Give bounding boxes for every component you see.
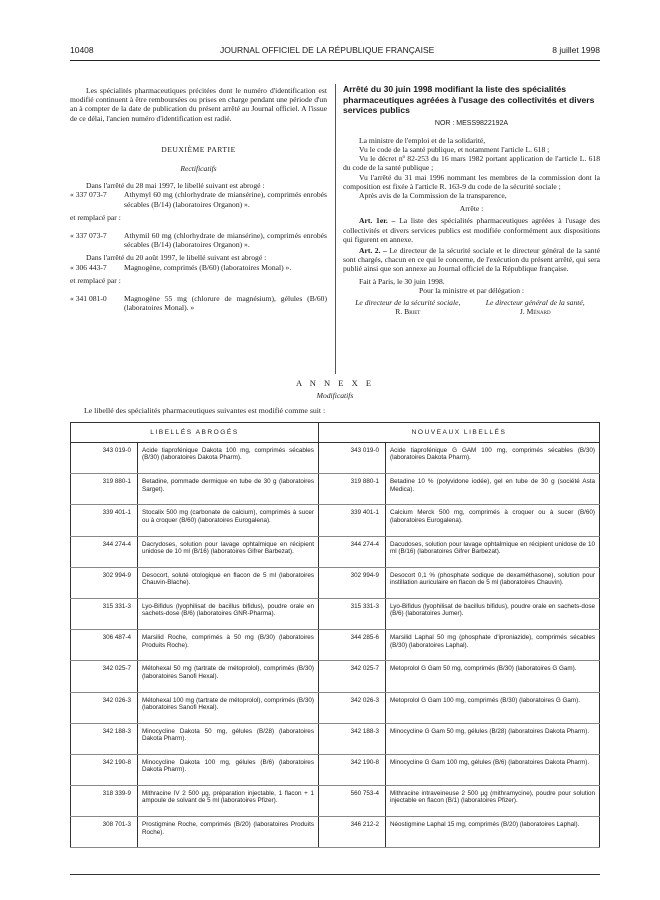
new-label-cell: Metoprolol G Gam 50 mg, comprimés (B/30) (laboratoires G Gam). bbox=[385, 661, 599, 692]
page-number: 10408 bbox=[70, 45, 94, 55]
paragraph: Dans l'arrêté du 20 août 1997, le libellé suivant est abrogé : bbox=[86, 253, 267, 263]
new-code-cell: 342 190-8 bbox=[318, 754, 385, 785]
article-2: Art. 2. – Le directeur de la sécurité sociale et le directeur général de la santé sont chargés, chacun en ce qui le concerne, de l'exécution du présent arrêté, qui sera publié ainsi que son annexe au Journal officiel de la République française. bbox=[343, 245, 601, 274]
table-row bbox=[71, 505, 600, 536]
table-bottom-rule bbox=[70, 874, 600, 875]
nor-reference: NOR : MESS9822192A bbox=[434, 119, 509, 127]
old-label-cell: Métohexal 50 mg (tartrate de métoprolol), comprimés (B/30) (laboratoires Sanofi Hexal). bbox=[138, 661, 319, 692]
new-code-cell: 346 212-2 bbox=[318, 817, 385, 848]
old-label-cell: Stocalix 500 mg (carbonate de calcium), comprimés à sucer ou à croquer (B/60) (laboratoires Eurogalena). bbox=[138, 505, 319, 536]
table-row bbox=[71, 754, 600, 785]
paragraph: et remplacé par : bbox=[70, 212, 121, 222]
paragraph: Dans l'arrêté du 28 mai 1997, le libellé suivant est abrogé : bbox=[86, 181, 265, 191]
old-code-cell: 302 994-9 bbox=[71, 567, 138, 598]
old-label-cell: Marsilid Roche, comprimés à 50 mg (B/30) (laboratoires Produits Roche). bbox=[138, 630, 319, 661]
column-header-new: NOUVEAUX LIBELLÉS bbox=[318, 423, 599, 443]
record-entry: « 337 073-7 Athymyl 60 mg (chlorhydrate de miansérine), comprimés enrobés sécables (B/14) (laboratoires Organon) ». bbox=[70, 190, 327, 209]
old-code-cell: 319 880-1 bbox=[71, 474, 138, 505]
new-code-cell: 344 285-6 bbox=[318, 630, 385, 661]
paragraph: Vu le code de la santé publique, et notamment l'article L. 618 ; bbox=[359, 144, 550, 154]
new-code-cell: 342 188-3 bbox=[318, 723, 385, 754]
signature-block: Le directeur général de la santé, J. Ménard bbox=[485, 297, 585, 317]
part-heading: DEUXIÈME PARTIE bbox=[161, 144, 236, 154]
old-code-cell: 342 026-3 bbox=[71, 692, 138, 723]
new-code-cell: 315 331-3 bbox=[318, 598, 385, 629]
old-label-cell: Minocycline Dakota 100 mg, gélules (B/6) (laboratoires Dakota Pharm). bbox=[138, 754, 319, 785]
old-label-cell: Desocort, soluté otologique en flacon de 5 ml (laboratoires Chauvin-Blache). bbox=[138, 567, 319, 598]
new-label-cell: Lyo-Bifidus (lyophilisat de bacillus bifidus), poudre orale en sachets-dose (B/6) (laboratoires Jumer). bbox=[385, 598, 599, 629]
old-code-cell: 308 701-3 bbox=[71, 817, 138, 848]
table-row bbox=[71, 443, 600, 474]
old-code-cell: 339 401-1 bbox=[71, 505, 138, 536]
old-label-cell: Prostigmine Roche, comprimés (B/20) (laboratoires Produits Roche). bbox=[138, 817, 319, 848]
new-label-cell: Néostigmine Laphal 15 mg, comprimés (B/20) (laboratoires Laphal). bbox=[385, 817, 599, 848]
modifications-table bbox=[70, 422, 600, 848]
table-row bbox=[71, 630, 600, 661]
new-label-cell: Dacudoses, solution pour lavage ophtalmique en récipient unidose de 10 ml (B/16) (laboratoires Gifrer Barbezat). bbox=[385, 536, 599, 567]
old-code-cell: 342 190-8 bbox=[71, 754, 138, 785]
arrete-label: Arrête : bbox=[459, 204, 484, 214]
new-label-cell: Marsilid Laphal 50 mg (phosphate d'iproniazide), comprimés sécables (B/30) (laboratoires Laphal). bbox=[385, 630, 599, 661]
table-row bbox=[71, 692, 600, 723]
signature-date: Fait à Paris, le 30 juin 1998. bbox=[359, 276, 445, 286]
table-row bbox=[71, 567, 600, 598]
paragraph: Vu le décret nº 82-253 du 16 mars 1982 portant application de l'article L. 618 du code de la santé publique ; bbox=[343, 154, 600, 173]
old-code-cell: 306 487-4 bbox=[71, 630, 138, 661]
delegation-line: Pour la ministre et par délégation : bbox=[418, 285, 525, 295]
header-rule bbox=[70, 60, 600, 61]
old-code-cell: 344 274-4 bbox=[71, 536, 138, 567]
new-code-cell: 302 994-9 bbox=[318, 567, 385, 598]
issue-date: 8 juillet 1998 bbox=[552, 45, 600, 55]
table-row bbox=[71, 536, 600, 567]
old-label-cell: Métohexal 100 mg (tartrate de métoprolol), comprimés (B/30) (laboratoires Sanofi Hexal). bbox=[138, 692, 319, 723]
old-code-cell: 342 188-3 bbox=[71, 723, 138, 754]
rectificatifs-heading: Rectificatifs bbox=[180, 164, 217, 174]
new-code-cell: 342 026-3 bbox=[318, 692, 385, 723]
new-label-cell: Acide tiaprofénique G GAM 100 mg, comprimés sécables (B/30) (laboratoires Dakota Pharm). bbox=[385, 443, 599, 474]
paragraph: Après avis de la Commission de la transparence, bbox=[359, 190, 507, 200]
annexe-title: A N N E X E bbox=[295, 378, 375, 388]
new-code-cell: 339 401-1 bbox=[318, 505, 385, 536]
new-label-cell: Metoprolol G Gam 100 mg, comprimés (B/30) (laboratoires G Gam). bbox=[385, 692, 599, 723]
old-label-cell: Dacrydoses, solution pour lavage ophtalmique en récipient unidose de 10 ml (B/16) (laboratoires Gifrer Barbezat). bbox=[138, 536, 319, 567]
new-code-cell: 343 019-0 bbox=[318, 443, 385, 474]
intro-paragraph: Les spécialités pharmaceutiques précitées dont le numéro d'identification est modifié continuent à être remboursées ou prises en charge pendant une période d'un an à compter de la date de publication du présent arrêté au Journal officiel. A l'issue de ce délai, l'ancien numéro d'identification est radié. bbox=[70, 86, 327, 123]
new-label-cell: Betadine 10 % (polyvidone iodée), gel en tube de 30 g (société Asta Medica). bbox=[385, 474, 599, 505]
new-label-cell: Mithracine intraveineuse 2 500 µg (mithramycine), poudre pour solution injectable en flacon (B/1) (laboratoires Pfizer). bbox=[385, 786, 599, 817]
new-code-cell: 344 274-4 bbox=[318, 536, 385, 567]
article-1: Art. 1er. – La liste des spécialités pharmaceutiques agréées à l'usage des collectivités et divers services publics est modifiée conformément aux dispositions qui figurent en annexe. bbox=[343, 216, 600, 244]
annexe-intro: Le libellé des spécialités pharmaceutiques suivantes est modifié comme suit : bbox=[84, 406, 326, 415]
old-label-cell: Minocycline Dakota 50 mg, gélules (B/28) (laboratoires Dakota Pharm). bbox=[138, 723, 319, 754]
old-label-cell: Mithracine IV 2 500 µg, préparation injectable, 1 flacon + 1 ampoule de solvant de 5 ml (laboratoires Pfizer). bbox=[138, 786, 319, 817]
table-row bbox=[71, 661, 600, 692]
old-code-cell: 343 019-0 bbox=[71, 443, 138, 474]
table-row bbox=[71, 786, 600, 817]
decree-title: Arrêté du 30 juin 1998 modifiant la liste des spécialités pharmaceutiques agréées à l'usage des collectivités et divers services publics bbox=[343, 84, 595, 115]
paragraph: La ministre de l'emploi et de la solidarité, bbox=[359, 135, 486, 145]
old-code-cell: 315 331-3 bbox=[71, 598, 138, 629]
old-code-cell: 318 339-9 bbox=[71, 786, 138, 817]
old-label-cell: Lyo-Bifidus (lyophilisat de bacillus bifidus), poudre orale en sachets-dose (B/6) (laboratoires GNR-Pharma). bbox=[138, 598, 319, 629]
new-code-cell: 319 880-1 bbox=[318, 474, 385, 505]
old-label-cell: Betadine, pommade dermique en tube de 30 g (laboratoires Sarget). bbox=[138, 474, 319, 505]
new-label-cell: Desocort 0,1 % (phosphate sodique de dexaméthasone), solution pour instillation auriculaire en flacon de 5 ml (laboratoires Chauvin). bbox=[385, 567, 599, 598]
annexe-subtitle: Modificatifs bbox=[316, 391, 354, 400]
paragraph: et remplacé par : bbox=[70, 275, 121, 285]
left-column bbox=[70, 86, 327, 312]
old-code-cell: 342 025-7 bbox=[71, 661, 138, 692]
page-header bbox=[70, 45, 600, 57]
right-column bbox=[343, 84, 600, 316]
record-entry: « 337 073-7 Athymil 60 mg (chlorhydrate de miansérine), comprimés enrobés sécables (B/14) (laboratoires Organon) ». bbox=[70, 231, 327, 250]
signatures bbox=[343, 298, 600, 316]
column-header-old: LIBELLÉS ABROGÉS bbox=[71, 423, 319, 443]
old-label-cell: Acide tiaprofénique Dakota 100 mg, comprimés sécables (B/30) (laboratoires Dakota Pharm). bbox=[138, 443, 319, 474]
record-entry: « 306 443-7 Magnogène, comprimés (B/60) (laboratoires Monal) ». bbox=[70, 262, 292, 272]
new-code-cell: 560 753-4 bbox=[318, 786, 385, 817]
column-divider bbox=[335, 84, 336, 374]
table-body bbox=[71, 443, 600, 848]
table-row bbox=[71, 817, 600, 848]
new-label-cell: Minocycline G Gam 50 mg, gélules (B/28) (laboratoires Dakota Pharm). bbox=[385, 723, 599, 754]
new-code-cell: 342 025-7 bbox=[318, 661, 385, 692]
table-row bbox=[71, 723, 600, 754]
new-label-cell: Calcium Merck 500 mg, comprimés à croquer ou à sucer (B/60) (laboratoires Eurogalena). bbox=[385, 505, 599, 536]
table-row bbox=[71, 598, 600, 629]
table-row bbox=[71, 474, 600, 505]
signature-block: Le directeur de la sécurité sociale, R. Briet bbox=[355, 297, 461, 317]
new-label-cell: Minocycline G Gam 100 mg, gélules (B/6) (laboratoires Dakota Pharm). bbox=[385, 754, 599, 785]
record-entry: « 341 081-0 Magnogène 55 mg (chlorure de magnésium), gélules (B/60) (laboratoires Monal). » bbox=[70, 294, 327, 313]
paragraph: Vu l'arrêté du 31 mai 1996 nommant les membres de la commission dont la composition est fixée à l'article R. 163-9 du code de la sécurité sociale ; bbox=[343, 172, 600, 191]
journal-title: JOURNAL OFFICIEL DE LA RÉPUBLIQUE FRANÇAISE bbox=[220, 45, 435, 55]
